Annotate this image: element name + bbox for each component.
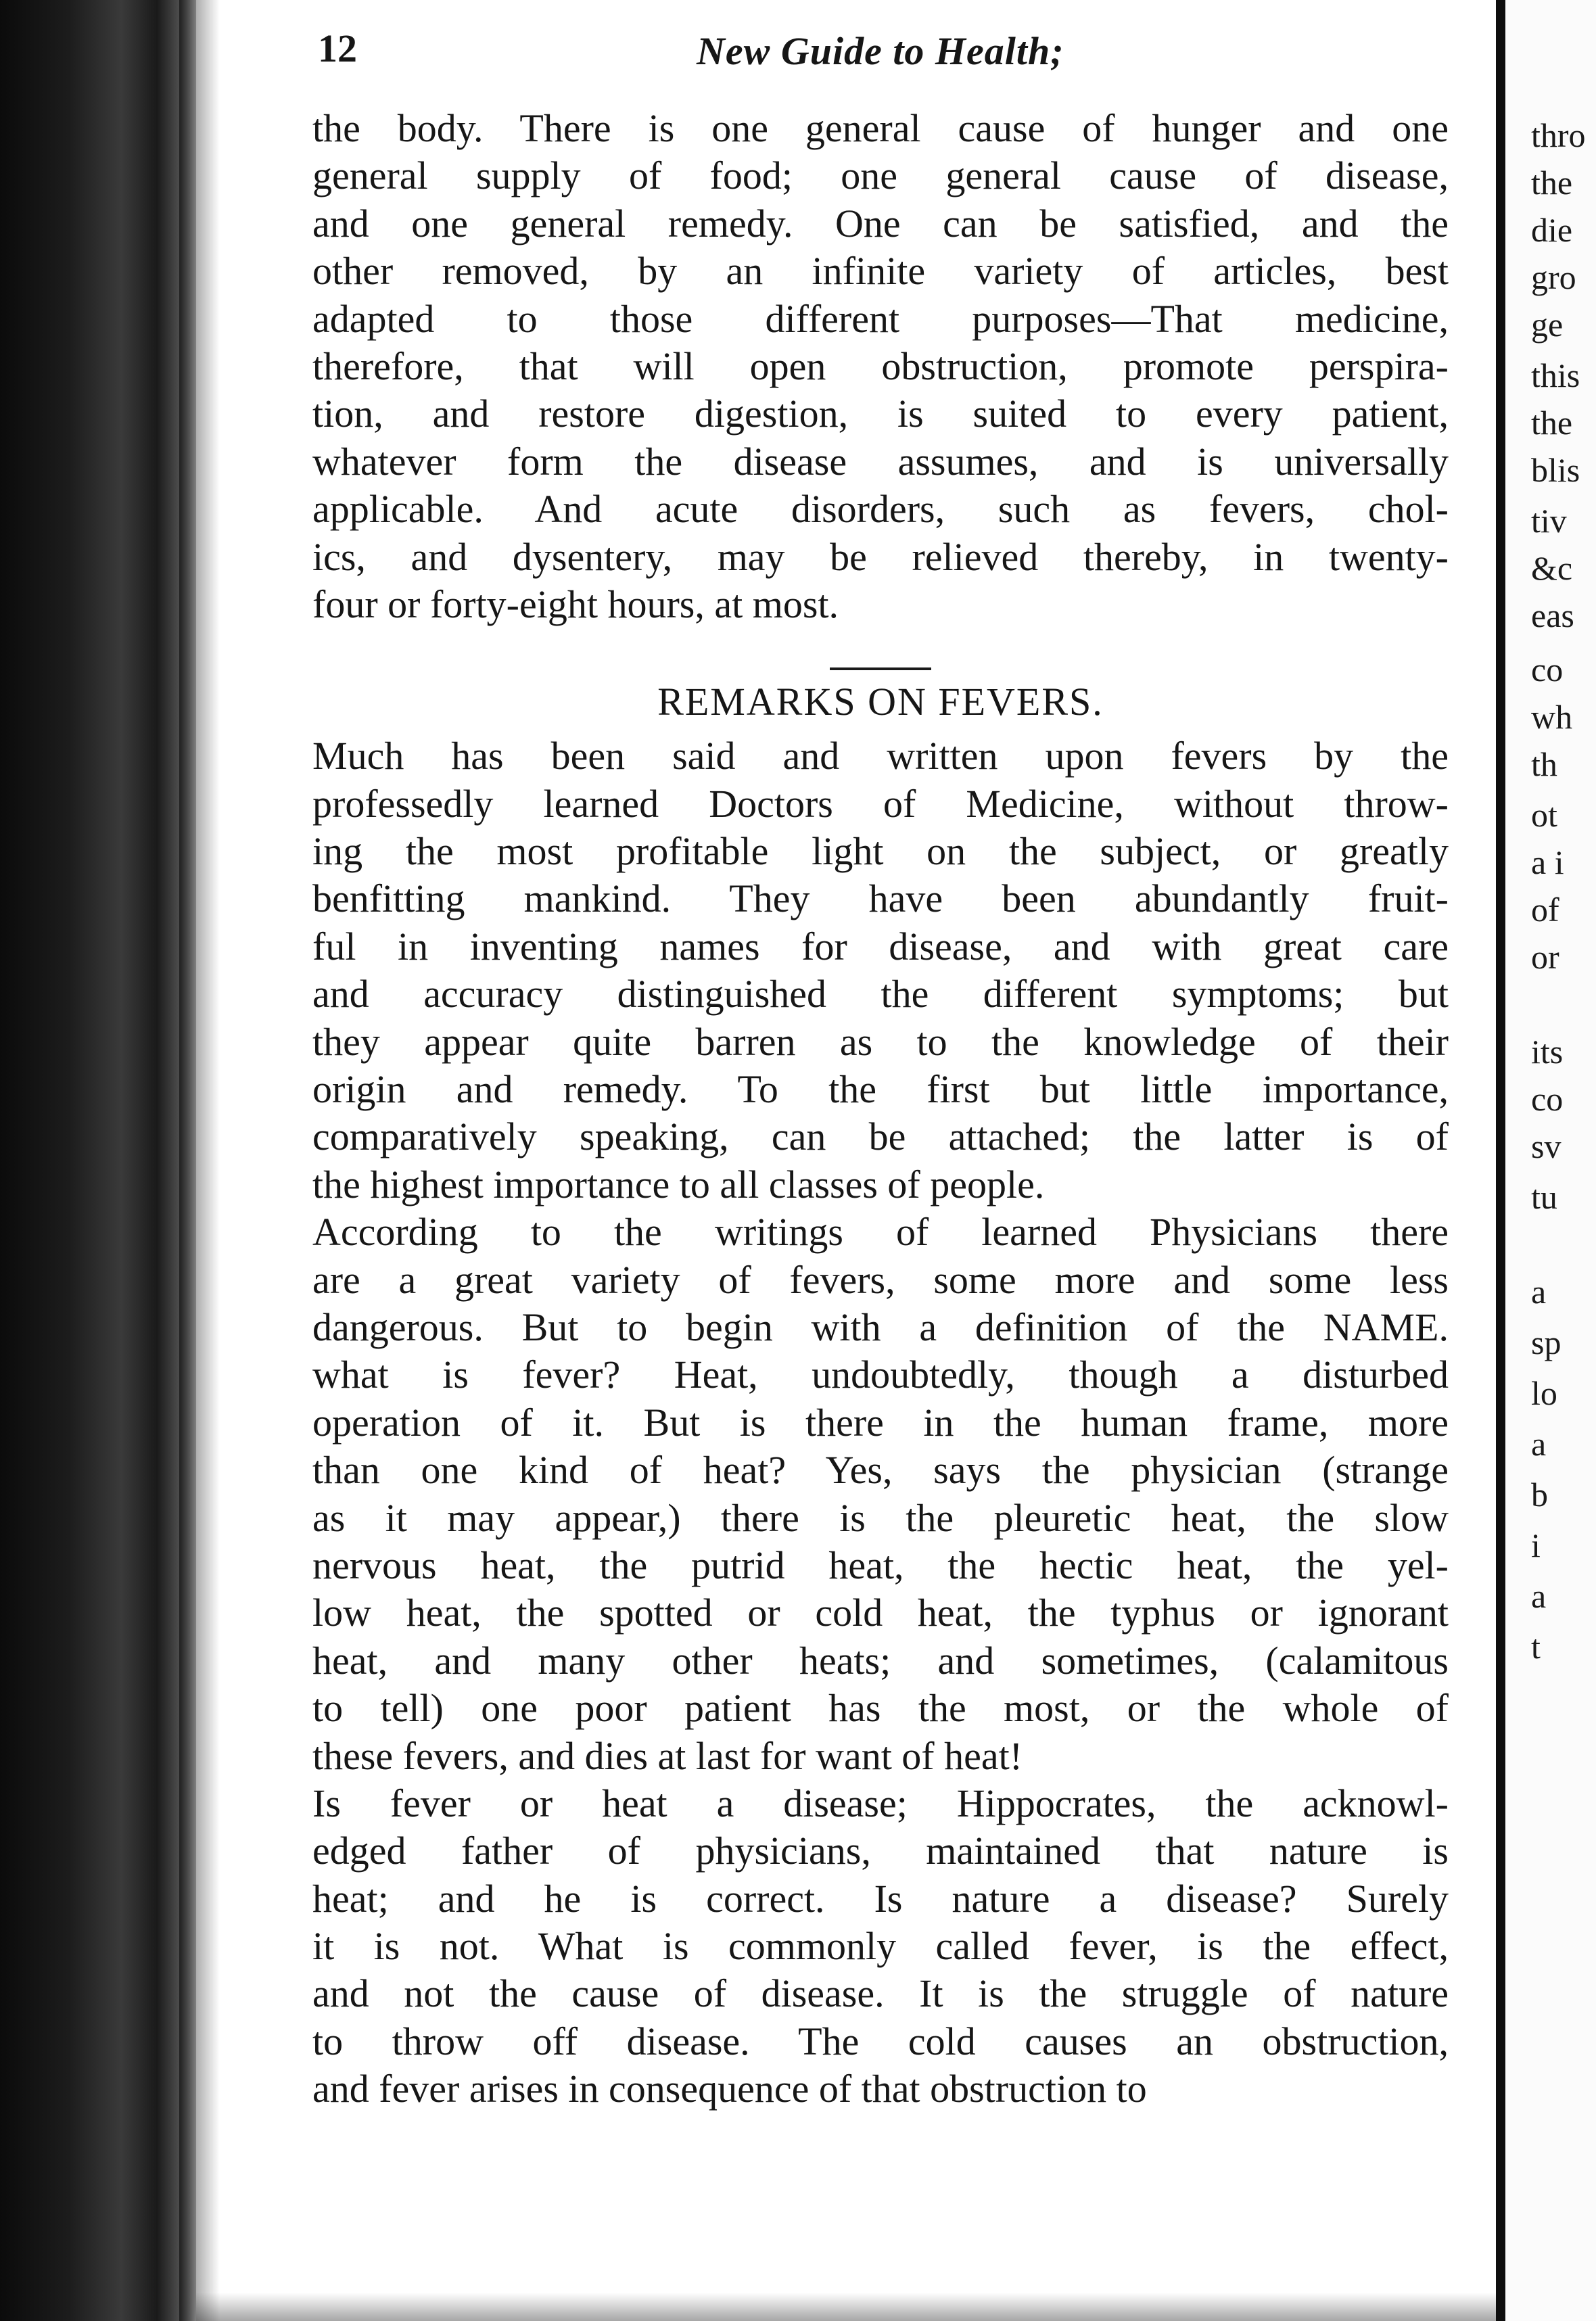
adjacent-page-fragment: of [1531,891,1559,929]
adjacent-page-fragment: sp [1531,1323,1562,1361]
adjacent-page-fragment: or [1531,938,1559,976]
text-line: professedly learned Doctors of Medicine, without throw- [312,781,1449,826]
adjacent-page-fragment: i [1531,1526,1541,1564]
section-separator-rule [830,667,931,670]
text-line: tion, and restore digestion, is suited to every patient, [312,392,1449,436]
adjacent-page-fragment: tu [1531,1178,1557,1216]
adjacent-page-fragment: this [1531,356,1580,394]
text-line: origin and remedy. To the first but little importance, [312,1067,1449,1112]
text-line: adapted to those different purposes—That medicine, [312,296,1449,341]
text-line: and accuracy distinguished the different symptoms; but [312,972,1449,1016]
text-line: than one kind of heat? Yes, says the physician (strange [312,1448,1449,1493]
adjacent-page-fragment: thro [1531,116,1586,154]
text-line: nervous heat, the putrid heat, the hectic heat, the yel- [312,1543,1449,1587]
adjacent-page-fragment: die [1531,211,1573,249]
text-line: low heat, the spotted or cold heat, the typhus or ignorant [312,1591,1449,1635]
adjacent-page-fragment: tiv [1531,502,1567,540]
page-bottom-shadow [196,2293,1496,2321]
adjacent-page-fragment: &c [1531,549,1573,587]
text-line: heat, and many other heats; and sometimes, (calamitous [312,1638,1449,1683]
text-line: whatever form the disease assumes, and is universally [312,439,1449,484]
body-text [312,105,1449,2113]
page-number: 12 [318,26,357,70]
text-line: Much has been said and written upon fevers by the [312,734,1449,778]
page-edge-rule [1496,0,1505,2321]
text-line: operation of it. But is there in the human frame, more [312,1400,1449,1445]
adjacent-page-fragment: ge [1531,306,1564,344]
text-line: are a great variety of fevers, some more and some less [312,1257,1449,1302]
adjacent-page-fragment: th [1531,745,1557,783]
adjacent-page-fragment: co [1531,651,1564,688]
text-line: applicable. And acute disorders, such as fevers, chol- [312,487,1449,532]
text-line: to tell) one poor patient has the most, or the whole of [312,1686,1449,1731]
text-line: and not the cause of disease. It is the struggle of nature [312,1971,1449,2016]
adjacent-page-strip [1505,0,1596,2321]
text-line: the body. There is one general cause of hunger and one [312,106,1449,150]
gutter-shadow [179,0,220,2321]
adjacent-page-fragment: the [1531,164,1573,202]
text-line: ing the most profitable light on the subject, or greatly [312,829,1449,874]
text-line: comparatively speaking, can be attached; the latter is of [312,1115,1449,1159]
adjacent-page-fragment: ot [1531,796,1557,834]
adjacent-page-fragment: lo [1531,1374,1557,1412]
adjacent-page-fragment: a [1531,1425,1547,1463]
text-line: According to the writings of learned Physicians there [312,1210,1449,1255]
paragraph-3 [312,1209,1449,1780]
text-line: and one general remedy. One can be satisfied, and the [312,201,1449,245]
adjacent-page-fragment: gro [1531,258,1576,296]
paragraph-1 [312,105,1449,628]
text-line: they appear quite barren as to the knowledge of their [312,1019,1449,1064]
running-title: New Guide to Health; [697,29,1064,73]
adjacent-page-fragment: its [1531,1033,1564,1071]
text-line: four or forty-eight hours, at most. [312,582,839,626]
binding-gutter [0,0,196,2321]
text-line: heat; and he is correct. Is nature a disease? Surely [312,1876,1449,1921]
text-line: these fevers, and dies at last for want of heat! [312,1733,1023,1778]
paragraph-4 [312,1780,1449,2113]
adjacent-page-fragment: wh [1531,698,1573,736]
adjacent-page-fragment: co [1531,1080,1564,1118]
adjacent-page-fragment: the [1531,404,1573,442]
text-line: benfitting mankind. They have been abundantly fruit- [312,876,1449,921]
section-heading: REMARKS ON FEVERS. [657,680,1104,724]
adjacent-page-fragment: b [1531,1476,1548,1514]
text-line: dangerous. But to begin with a definition of the NAME. [312,1305,1449,1349]
text-line: what is fever? Heat, undoubtedly, though a disturbed [312,1353,1449,1397]
paragraph-2 [312,732,1449,1209]
text-line: general supply of food; one general cause of disease, [312,154,1449,198]
adjacent-page-fragment: blis [1531,451,1580,489]
adjacent-page-fragment: sv [1531,1127,1562,1165]
text-line: therefore, that will open obstruction, promote perspira- [312,344,1449,388]
adjacent-page-fragment: a [1531,1273,1547,1311]
paragraph-gap [312,628,1449,667]
adjacent-page-fragment: t [1531,1628,1541,1666]
running-head [318,26,1468,87]
adjacent-page-fragment: a [1531,1577,1547,1615]
adjacent-page-fragment: a i [1531,843,1564,881]
text-line: and fever arises in consequence of that obstruction to [312,2067,1147,2111]
text-line: as it may appear,) there is the pleuretic heat, the slow [312,1495,1449,1540]
text-line: the highest importance to all classes of people. [312,1162,1045,1206]
text-line: to throw off disease. The cold causes an obstruction, [312,2019,1449,2063]
text-line: ics, and dysentery, may be relieved thereby, in twenty- [312,534,1449,579]
text-line: it is not. What is commonly called fever, is the effect, [312,1924,1449,1969]
text-line: Is fever or heat a disease; Hippocrates, the acknowl- [312,1781,1449,1825]
adjacent-page-fragment: eas [1531,596,1574,634]
text-line: edged father of physicians, maintained that nature is [312,1829,1449,1873]
text-line: ful in inventing names for disease, and with great care [312,924,1449,968]
text-line: other removed, by an infinite variety of articles, best [312,249,1449,294]
